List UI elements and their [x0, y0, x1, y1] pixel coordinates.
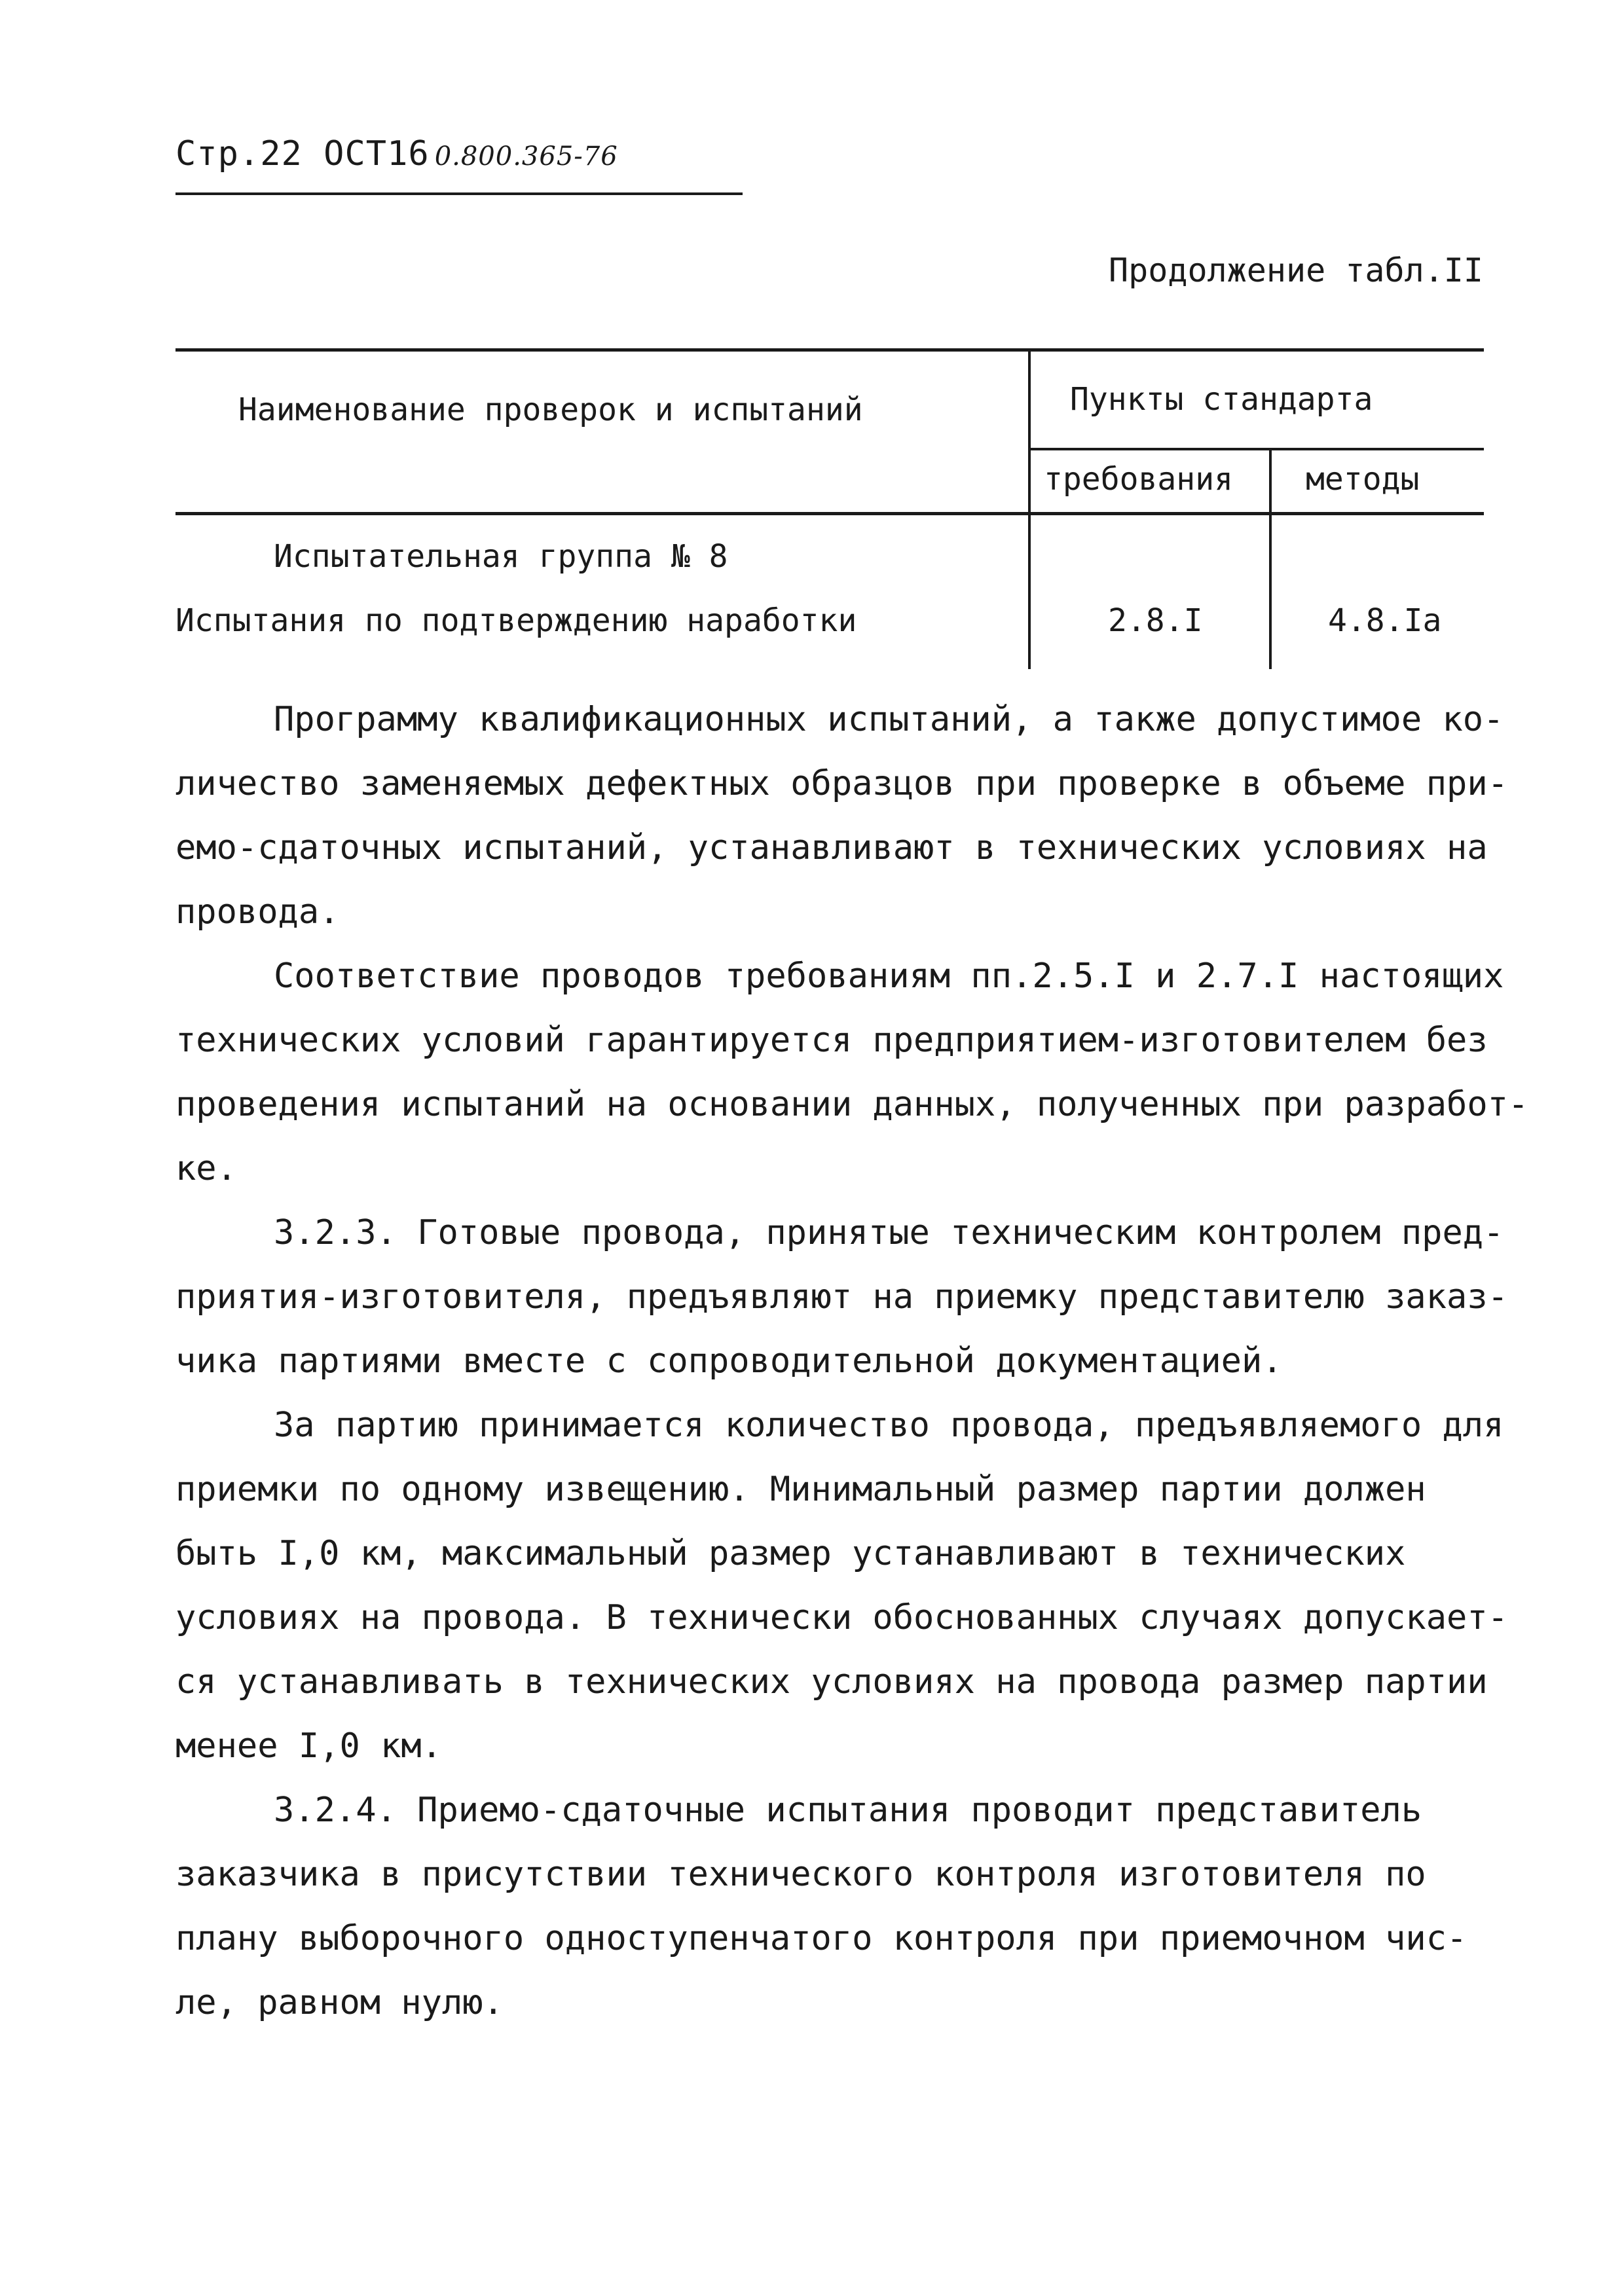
paragraph-line: приемки по одному извещению. Минимальный размер партии должен — [175, 1470, 1426, 1509]
paragraph-line: ся устанавливать в технических условиях на провода размер партии — [175, 1662, 1488, 1702]
paragraph-line: технических условий гарантируется предприятием-изготовителем без — [175, 1021, 1488, 1060]
paragraph-line: емо-сдаточных испытаний, устанавливают в технических условиях на — [175, 828, 1488, 867]
table-group-title: Испытательная группа № 8 — [274, 538, 728, 575]
paragraph-line: Соответствие проводов требованиям пп.2.5.I и 2.7.I настоящих — [274, 957, 1504, 996]
body-text — [175, 687, 1529, 2035]
paragraph-line: Программу квалификационных испытаний, а также допустимое ко- — [274, 700, 1504, 739]
page-reference: Стр.22 ОСТ16 — [175, 134, 430, 173]
column-header-methods: методы — [1306, 461, 1420, 498]
paragraph-line: чика партиями вместе с сопроводительной документацией. — [175, 1341, 1283, 1381]
paragraph-line: За партию принимается количество провода, предъявляемого для — [274, 1406, 1504, 1445]
column-header-requirements: требования — [1044, 461, 1233, 498]
paragraph-line: ле, равном нулю. — [175, 1983, 504, 2022]
paragraph-line: менее I,0 км. — [175, 1726, 442, 1766]
paragraph-line: быть I,0 км, максимальный размер устанавливают в технических — [175, 1534, 1406, 1573]
paragraph-line: плану выборочного одноступенчатого контроля при приемочном чис- — [175, 1919, 1467, 1958]
paragraph-line: провода. — [175, 892, 340, 932]
table-row-methods: 4.8.Iа — [1328, 602, 1442, 639]
table-subcolumn-divider — [1269, 448, 1272, 669]
header-underline — [175, 192, 743, 195]
paragraph-line: условиях на провода. В технически обоснованных случаях допускает- — [175, 1598, 1508, 1637]
table-row-requirements: 2.8.I — [1108, 602, 1203, 639]
table-subheader-rule — [1031, 448, 1484, 450]
paragraph-line: личество заменяемых дефектных образцов при проверке в объеме при- — [175, 764, 1508, 803]
checks-table — [175, 348, 1484, 669]
table-row-name: Испытания по подтверждению наработки — [175, 602, 857, 639]
column-header-standard-points: Пункты стандарта — [1070, 381, 1373, 418]
paragraph-line: проведения испытаний на основании данных, полученных при разработ- — [175, 1085, 1529, 1124]
paragraph-line: заказчика в присутствии технического контроля изготовителя по — [175, 1855, 1426, 1894]
paragraph-line: ке. — [175, 1149, 237, 1188]
table-continuation-label: Продолжение табл.II — [1109, 251, 1483, 289]
table-top-rule — [175, 348, 1484, 352]
handwritten-standard-code: 0.800.365-76 — [434, 141, 618, 172]
column-header-name: Наименование проверок и испытаний — [238, 392, 863, 428]
paragraph-line: приятия-изготовителя, предъявляют на приемку представителю заказ- — [175, 1277, 1508, 1317]
table-column-divider — [1028, 348, 1031, 669]
paragraph-line: 3.2.4. Приемо-сдаточные испытания проводит представитель — [274, 1791, 1422, 1830]
paragraph-line: 3.2.3. Готовые провода, принятые техническим контролем пред- — [274, 1213, 1504, 1252]
table-header-rule — [175, 512, 1484, 515]
page-header — [175, 134, 618, 173]
